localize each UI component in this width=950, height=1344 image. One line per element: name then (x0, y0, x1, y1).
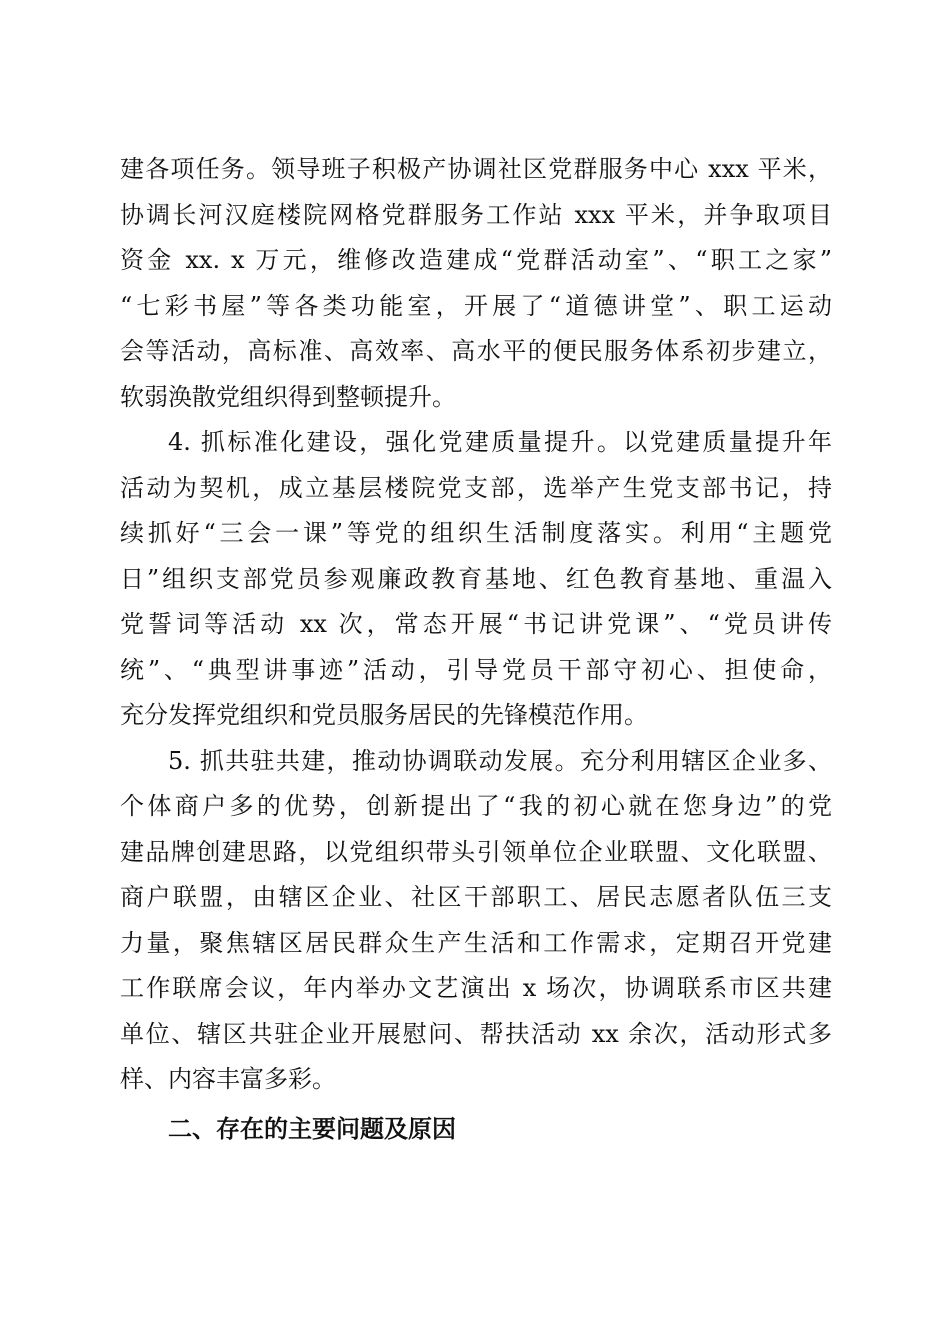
document-body (120, 147, 832, 1152)
text-line: 续抓好“三会一课”等党的组织生活制度落实。利用“主题党 (120, 519, 832, 547)
text-line: 单位、辖区共驻企业开展慰问、帮扶活动 xx 余次，活动形式多 (120, 1019, 832, 1048)
text-line: 日”组织支部党员参观廉政教育基地、红色教育基地、重温入 (120, 564, 832, 593)
text-line: 活动为契机，成立基层楼院党支部，选举产生党支部书记，持 (120, 473, 832, 502)
paragraph-3-continued (120, 147, 832, 420)
text-line: 会等活动，高标准、高效率、高水平的便民服务体系初步建立， (120, 337, 832, 365)
text-line: 统”、“典型讲事迹”活动，引导党员干部守初心、担使命， (120, 655, 832, 684)
text-line: 党誓词等活动 xx 次，常态开展“书记讲党课”、“党员讲传 (120, 610, 832, 638)
text-line: “七彩书屋”等各类功能室，开展了“道德讲堂”、职工运动 (120, 291, 832, 320)
text-line: 工作联席会议，年内举办文艺演出 x 场次，协调联系市区共建 (120, 974, 832, 1002)
text-line: 协调长河汉庭楼院网格党群服务工作站 xxx 平米，并争取项目 (120, 200, 832, 229)
paragraph-4 (120, 420, 832, 739)
section-heading: 二、存在的主要问题及原因 (168, 1114, 456, 1143)
text-line: 力量，聚焦辖区居民群众生产生活和工作需求，定期召开党建 (120, 928, 832, 957)
text-line: 商户联盟，由辖区企业、社区干部职工、居民志愿者队伍三支 (120, 883, 832, 911)
text-line: 样、内容丰富多彩。 (120, 1065, 336, 1093)
paragraph-5 (120, 739, 832, 1103)
text-line: 软弱涣散党组织得到整顿提升。 (120, 382, 456, 411)
text-line: 5. 抓共驻共建，推动协调联动发展。充分利用辖区企业多、 (168, 746, 832, 775)
text-line: 建品牌创建思路，以党组织带头引领单位企业联盟、文化联盟、 (120, 837, 832, 866)
text-line: 建各项任务。领导班子积极产协调社区党群服务中心 xxx 平米， (120, 155, 832, 183)
text-line: 资金 xx. x 万元，维修改造建成“党群活动室”、“职工之家” (120, 246, 832, 274)
text-line: 4. 抓标准化建设，强化党建质量提升。以党建质量提升年 (168, 428, 832, 456)
text-line: 充分发挥党组织和党员服务居民的先锋模范作用。 (120, 701, 648, 729)
text-line: 个体商户多的优势，创新提出了“我的初心就在您身边”的党 (120, 792, 832, 820)
